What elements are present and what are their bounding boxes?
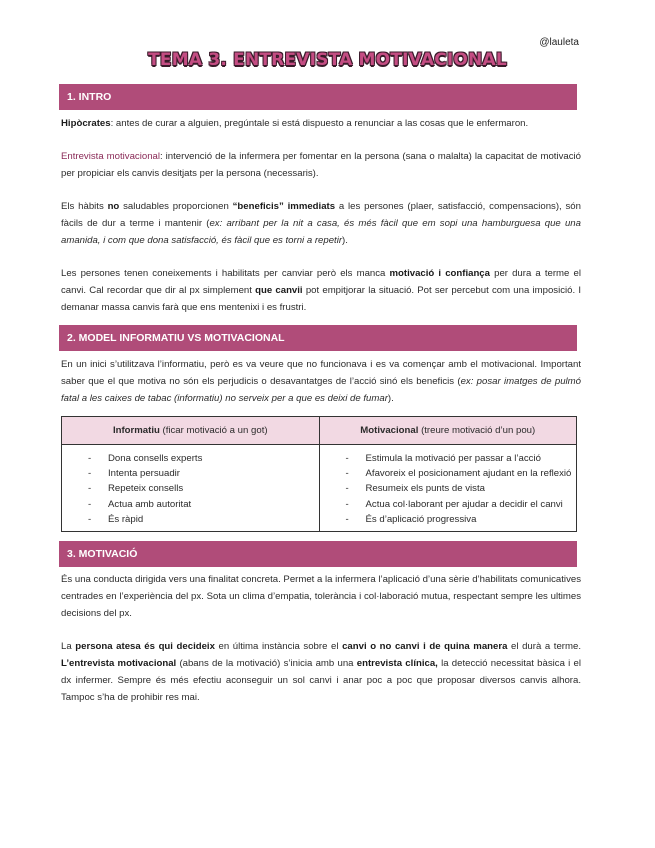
- bold: entrevista clínica,: [356, 658, 438, 669]
- term-hipocrates: Hipòcrates: [61, 118, 111, 129]
- bold: L’entrevista motivacional: [61, 658, 177, 669]
- text: per dura a terme el canvi. Cal recordar que dir al px simplement: [61, 268, 581, 296]
- text: pot empitjorar la situació. Pot ser percebut com una imposició. I demanar massa canvis farà que ens mentenixi i es frustri.: [61, 285, 582, 313]
- author-handle: @lauleta: [539, 37, 579, 48]
- text: En un inici s’utilitzava l’informatiu, però es va veure que no funcionava i es va començar amb el motivacional. Important saber que el que motiva no són els perjudicis o desavantatges de l’acció sinó els beneficis (: [61, 359, 581, 387]
- list-item: - És d’aplicació progressiva: [320, 512, 577, 527]
- bold-que-canvii: que canvii: [255, 285, 303, 296]
- table-header-informatiu: [62, 417, 320, 445]
- text: : intervenció de la infermera per fomentar en la persona (sana o malalta) la capacitat de motivació per propiciar els canvis desitjats per la persona (necessaris).: [61, 151, 581, 179]
- text: Les persones tenen coneixements i habilitats per canviar però els manca: [61, 268, 390, 279]
- section-header-intro: 1. INTRO: [59, 84, 577, 110]
- list-item: - És ràpid: [62, 512, 319, 527]
- list-item: - Estimula la motivació per passar a l’acció: [320, 451, 577, 466]
- paragraph-model: [61, 356, 581, 407]
- text: saludables proporcionen: [119, 201, 233, 212]
- bold-no: no: [107, 201, 120, 212]
- text: la detecció necessitat bàsica i el dx infermer. Sempre és més efectiu aconseguir un sol canvi i anar poc a poc que proposar diversos canvis alhora. Tampoc s’ha de prohibir res mai.: [61, 658, 581, 703]
- example: ex: posar imatges de pulmó fatal a les caixes de tabac (informatiu) no serveix per a que es deixi de fumar: [61, 376, 581, 404]
- paragraph-hipocrates: [61, 115, 581, 132]
- text: : antes de curar a alguien, pregúntale si está dispuesto a renunciar a las cosas que le enfermaron.: [110, 118, 529, 129]
- header-rest: (treure motivació d’un pou): [418, 425, 536, 436]
- text: La: [61, 641, 76, 652]
- text: ).: [387, 393, 394, 404]
- paragraph-habits: [61, 198, 581, 249]
- list-item: - Afavoreix el posicionament ajudant en la reflexió: [320, 466, 577, 481]
- term-entrevista: Entrevista motivacional: [61, 151, 160, 162]
- text: Els hàbits: [61, 201, 108, 212]
- bold: persona atesa és qui decideix: [75, 641, 215, 652]
- header-rest: (ficar motivació a un got): [159, 425, 268, 436]
- paragraph-entrevista: [61, 148, 581, 182]
- list-item: - Intenta persuadir: [62, 466, 319, 481]
- section-header-motivacio: 3. MOTIVACIÓ: [59, 541, 577, 567]
- text: el durà a terme.: [507, 641, 581, 652]
- list-item: - Actua amb autoritat: [62, 497, 319, 512]
- table-cell-motivacional: [319, 445, 577, 532]
- paragraph-motivacio: És una conducta dirigida vers una finalitat concreta. Permet a la infermera l’aplicació d’una sèrie d’habilitats comunicatives centrades en l’experiència del px. Sota un clima d’empatia, tolerància i col·laboració mutua, respectant sempre les ultimes decisions del px.: [61, 574, 581, 619]
- example: ex: arribant per la nit a casa, és més fàcil que em sopi una hamburguesa que una amanida, i com que dona satisfacció, és fàcil que es torni a repetir: [61, 218, 581, 246]
- header-bold: Motivacional: [360, 425, 419, 436]
- list-item: - Repeteix consells: [62, 481, 319, 496]
- list-item: - Resumeix els punts de vista: [320, 481, 577, 496]
- text: en última instància sobre el: [214, 641, 343, 652]
- list-item: - Dona consells experts: [62, 451, 319, 466]
- list-item: - Actua col·laborant per ajudar a decidir el canvi: [320, 497, 577, 512]
- page-title: TEMA 3. ENTREVISTA MOTIVACIONAL: [148, 50, 507, 70]
- table-header-motivacional: [319, 417, 577, 445]
- paragraph-persona-atesa: [61, 638, 581, 706]
- header-bold: Informatiu: [112, 425, 160, 436]
- table-cell-informatiu: [62, 445, 320, 532]
- bold: canvi o no canvi i de quina manera: [342, 641, 508, 652]
- text: (abans de la motivació) s’inicia amb una: [176, 658, 357, 669]
- paragraph-persones: [61, 265, 581, 316]
- comparison-table: [61, 416, 577, 532]
- text: ).: [342, 235, 348, 246]
- bold-beneficis: “beneficis” immediats: [232, 201, 336, 212]
- text: a les persones (plaer, satisfacció, compensacions), són fàcils de dur a terme i mantenir (: [61, 201, 581, 229]
- bold-motivacio: motivació i confiança: [389, 268, 490, 279]
- section-header-model: 2. MODEL INFORMATIU VS MOTIVACIONAL: [59, 325, 577, 351]
